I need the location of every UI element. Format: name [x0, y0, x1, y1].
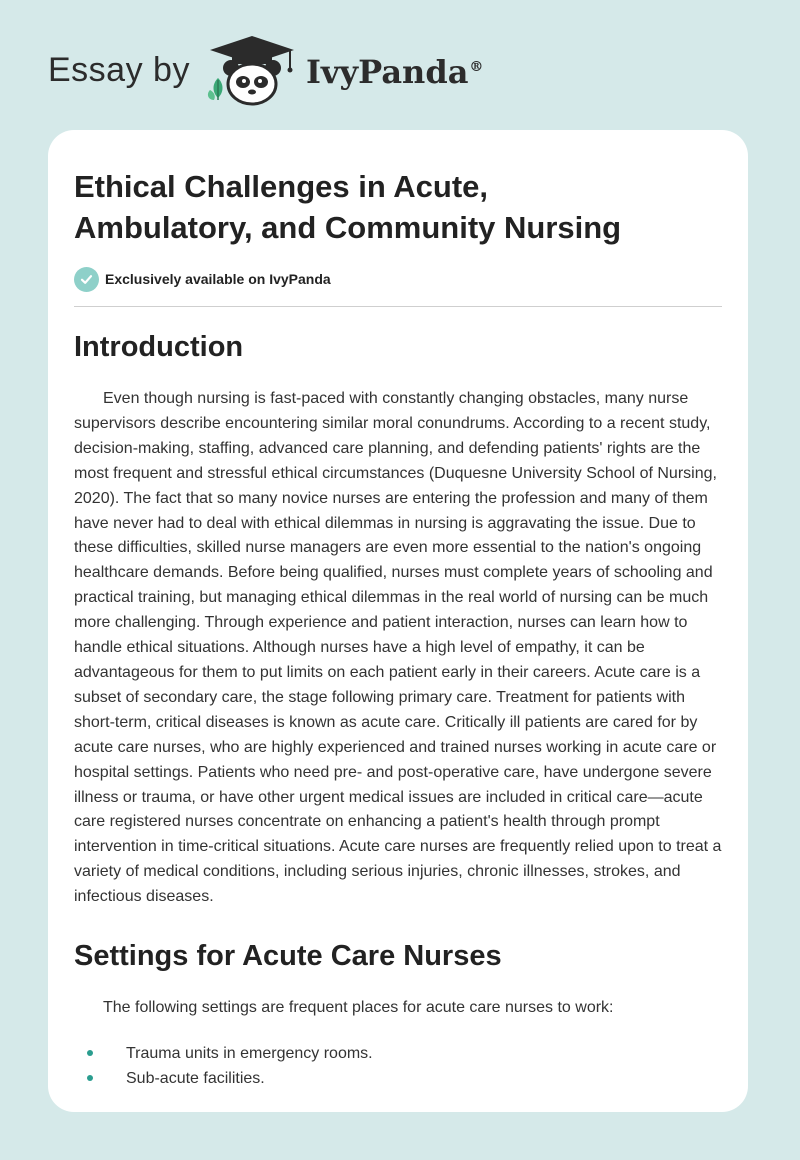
- settings-paragraph: The following settings are frequent places for acute care nurses to work:: [103, 999, 614, 1017]
- settings-list: [74, 1041, 722, 1091]
- essay-by-label: Essay by: [48, 50, 190, 89]
- title-line-2: Ambulatory, and Community Nursing: [74, 210, 622, 245]
- list-item: [74, 1041, 722, 1066]
- brand-name: [306, 53, 483, 91]
- section-heading-settings: Settings for Acute Care Nurses: [74, 940, 502, 973]
- list-item-text: Trauma units in emergency rooms.: [126, 1044, 373, 1062]
- exclusive-badge-label: Exclusively available on IvyPanda: [105, 271, 331, 287]
- section-heading-introduction: Introduction: [74, 331, 244, 363]
- title-line-1: Ethical Challenges in Acute,: [74, 169, 489, 204]
- divider: [74, 306, 722, 307]
- brand-header: [48, 34, 483, 106]
- list-item-text: Sub-acute facilities.: [126, 1069, 265, 1087]
- page-title: [74, 166, 722, 248]
- brand-name-text: IvyPanda: [305, 53, 469, 91]
- bullet-dot-icon: [87, 1075, 93, 1081]
- bullet-dot-icon: [87, 1050, 93, 1056]
- list-item: [74, 1066, 722, 1091]
- check-circle-icon: [74, 267, 99, 292]
- essay-card: [48, 130, 748, 1112]
- registered-mark: ®: [469, 59, 484, 76]
- introduction-paragraph: Even though nursing is fast-paced with constantly changing obstacles, many nurse supervisors describe encountering similar moral conundrums. According to a recent study, decision-making, staffing, advanced care planning, and defending patients' rights are the most frequent and stressful ethical circumstances (Duquesne University School of Nursing, 2020). The fact that so many novice nurses are entering the profession and many of them have never had to deal with ethical dilemmas in nursing is aggravating the issue. Due to these difficulties, skilled nurse managers are even more essential to the nation's ongoing healthcare demands. Before being qualified, nurses must complete years of schooling and practical training, but managing ethical dilemmas in the real world of nursing can be much more challenging. Through experience and patient interaction, nurses can learn how to handle ethical situations. Although nurses have a high level of empathy, it can be advantageous for them to put limits on each patient early in their careers. Acute care is a subset of secondary care, the stage following primary care. Treatment for patients with short-term, critical diseases is known as acute care. Critically ill patients are cared for by acute care nurses, who are highly experienced and trained nurses working in acute care or hospital settings. Patients who need pre- and post-operative care, have undergone severe illness or trauma, or have other urgent medical issues are included in critical care—acute care registered nurses concentrate on enhancing a patient's health through prompt intervention in time-critical situations. Acute care nurses are frequently relied upon to treat a variety of medical conditions, including serious injuries, chronic illnesses, strokes, and infectious diseases.: [74, 390, 722, 906]
- panda-graduate-logo-icon[interactable]: [204, 34, 300, 106]
- exclusive-badge: [74, 266, 722, 292]
